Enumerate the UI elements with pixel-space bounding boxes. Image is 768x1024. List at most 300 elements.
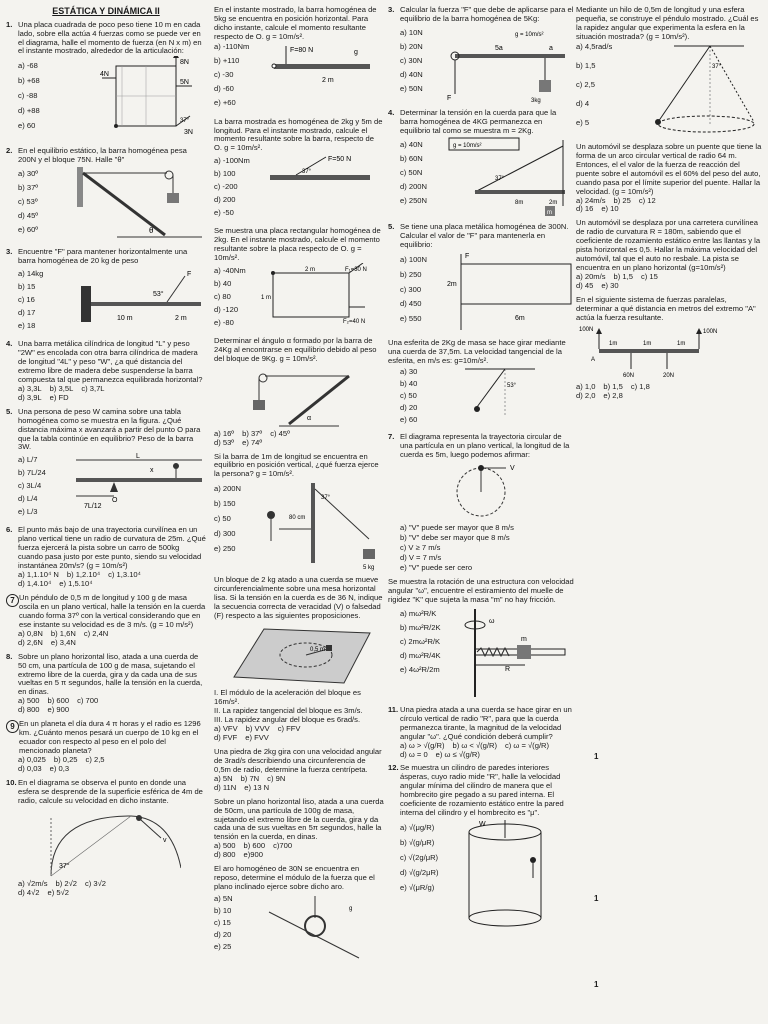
option-a: a) mω²R/K bbox=[400, 608, 437, 618]
option-a: a) 30 bbox=[400, 367, 418, 377]
fig-label: F=80 N bbox=[290, 46, 314, 54]
option-d: d) +88 bbox=[18, 106, 40, 116]
question bbox=[214, 865, 384, 962]
option-d: d) 45º bbox=[18, 211, 39, 221]
fig-label: 80 cm bbox=[289, 515, 306, 522]
option-a: a) 4,5rad/s bbox=[576, 41, 613, 51]
option-a: a) 40N bbox=[400, 139, 423, 149]
fig-label: F₂=40 N bbox=[343, 318, 366, 325]
option-a: a) 0,025 bbox=[18, 755, 46, 765]
option-e: e) "V" puede ser cero bbox=[400, 562, 473, 572]
question bbox=[576, 219, 762, 291]
option-a: a) 500 bbox=[214, 841, 236, 851]
option-a: a) 500 bbox=[18, 696, 40, 706]
option-b: b) 600 bbox=[243, 841, 266, 851]
circled-number: 9 bbox=[6, 720, 19, 733]
option-d: d) 0,03 bbox=[18, 764, 42, 774]
question-number: 4. bbox=[6, 339, 13, 348]
question-number: 10. bbox=[6, 777, 17, 787]
option-a: a) 200N bbox=[214, 484, 242, 494]
fig-label: v bbox=[163, 836, 167, 844]
question bbox=[214, 6, 384, 113]
metal-plate-diagram bbox=[445, 250, 574, 334]
option-a: a) 5N bbox=[214, 894, 233, 904]
question-text: Un bloque de 2 kg atado a una cuerda se mueve circunferencialmente sobre una mesa horizontal lisa. Si la tensión en la cuerda es de 36 N, indique la secuencia correcta de veracidad (V) o falsedad (F) respecto a las siguientes proposiciones. bbox=[214, 575, 383, 621]
question-text: Una piedra de 2kg gira con una velocidad angular de 3rad/s describiendo una circunferencia de 0,5m de radio, determine la fuerza centrípeta. bbox=[214, 746, 382, 774]
option-e: e) L/3 bbox=[18, 507, 38, 517]
option-a: a) 1,1.10⁴ N bbox=[18, 569, 59, 579]
question-number: 8. bbox=[6, 651, 13, 661]
side-mark: 1 bbox=[594, 752, 599, 761]
option-c: c) -88 bbox=[18, 91, 38, 101]
question-text: Se muestra un cilindro de paredes interiores ásperas, cuyo radio mide "R", halle la velocidad angular mínima del cilindro de manera que el hombrecito gire pegado a su pared interna. El coeficiente de rozamiento estático entre la pared interna del cilindro y el hombrecito es "μ". bbox=[400, 763, 564, 818]
option-b: b) 250 bbox=[400, 269, 422, 279]
bar-moment-diagram bbox=[266, 42, 376, 96]
option-b: b) VVV bbox=[245, 723, 270, 733]
rectangular-plate-diagram bbox=[259, 263, 381, 329]
option-a: a) ω > √(g/R) bbox=[400, 740, 445, 750]
fig-label: 53° bbox=[507, 383, 517, 390]
question-6 bbox=[6, 526, 206, 589]
question-text: En el equilibrio estático, la barra homogénea pesa 200N y el bloque 75N. Halle "θ" bbox=[18, 146, 187, 165]
question-text: Una piedra atada a una cuerda se hace girar en un círculo vertical de radio "R", para que la cuerda permanezca tirante, la magnitud de la velocidad angular "ω". ¿Qué condición deberá cumplir? bbox=[400, 704, 572, 741]
fig-label: L bbox=[136, 453, 141, 461]
question-3b bbox=[388, 6, 574, 104]
bar-force-diagram bbox=[266, 153, 376, 213]
option-e: e) 13 N bbox=[244, 782, 270, 792]
side-mark: 1 bbox=[594, 980, 599, 989]
option-a: a) √2m/s bbox=[18, 878, 48, 888]
question-text: En el diagrama se observa el punto en donde una esfera se desprende de la superficie esférica de 4m de radio, calcule su velocidad en dicho instante. bbox=[18, 777, 203, 805]
option-e: e) 10 bbox=[601, 204, 619, 214]
option-a: a) 5N bbox=[214, 773, 233, 783]
option-b: b) 10 bbox=[214, 906, 232, 916]
ring-incline-diagram bbox=[259, 892, 379, 962]
proposition: III. La rapidez angular del bloque es 6rad/s. bbox=[214, 714, 361, 724]
question bbox=[576, 143, 762, 215]
sphere-surface-diagram bbox=[31, 808, 181, 878]
column-4 bbox=[576, 6, 762, 406]
fig-label: 37° bbox=[180, 118, 190, 125]
option-c: c) 15 bbox=[640, 272, 658, 282]
question-5 bbox=[6, 408, 206, 522]
option-c: c) 45º bbox=[270, 428, 290, 438]
conical-pendulum-diagram bbox=[445, 365, 545, 425]
question bbox=[214, 453, 384, 572]
option-d: d) 16 bbox=[576, 204, 594, 214]
fig-label: 2 m bbox=[305, 266, 316, 273]
option-a: a) -110Nm bbox=[214, 41, 250, 51]
option-d: d) 800 bbox=[214, 850, 236, 860]
option-d: d) 2,6N bbox=[18, 637, 43, 647]
rotating-spring-diagram bbox=[445, 605, 574, 701]
vertical-circle-diagram bbox=[426, 462, 536, 522]
option-a: a) 20m/s bbox=[576, 272, 606, 282]
option-e: e) √(μR/g) bbox=[400, 882, 435, 892]
option-e: e) 3,4N bbox=[50, 637, 76, 647]
pulley-bar-diagram bbox=[229, 366, 369, 428]
fig-label: 8m bbox=[514, 199, 524, 206]
fig-label: 5N bbox=[180, 79, 189, 87]
option-b: b) +110 bbox=[214, 55, 240, 65]
proposition: I. El módulo de la aceleración del bloque es 16m/s². bbox=[214, 688, 361, 707]
option-e: e) FVV bbox=[245, 732, 269, 742]
question-text: Se muestra una placa rectangular homogénea de 2kg. En el instante mostrado, calcule el momento resultante sobre la placa respecto de O. g = 10m/s². bbox=[214, 226, 381, 263]
question-number: 7. bbox=[388, 432, 395, 442]
question-text: Se tiene una placa metálica homogénea de 300N. Calcular el valor de "F" para mantenerla en equilibrio: bbox=[400, 221, 569, 249]
option-d: d) L/4 bbox=[18, 494, 38, 504]
option-d: d) V = 7 m/s bbox=[400, 552, 442, 562]
column-1 bbox=[6, 6, 206, 903]
option-d: d) 20 bbox=[214, 930, 232, 939]
option-b: b) 150 bbox=[214, 499, 236, 509]
option-c: c) 80 bbox=[214, 291, 231, 301]
option-d: d) 4 bbox=[576, 98, 590, 108]
option-e: e) 1,5.10⁴ bbox=[59, 578, 93, 588]
question bbox=[388, 578, 574, 701]
option-b: b) 40 bbox=[214, 278, 232, 288]
option-b: b) ω < √(g/R) bbox=[452, 740, 497, 750]
page-title: ESTÁTICA Y DINÁMICA II bbox=[52, 6, 160, 16]
fig-label: 1 m bbox=[261, 294, 272, 301]
question-text: Determinar el ángulo α formado por la barra de 24Kg al encontrarse en equilibrio debido al peso del bloque de 9Kg. g = 10m/s². bbox=[214, 335, 377, 363]
option-d: d) 4√2 bbox=[18, 887, 40, 897]
fig-label: 100N bbox=[703, 328, 718, 335]
option-d: d) 45 bbox=[576, 281, 594, 291]
option-c: c) 15 bbox=[214, 918, 231, 928]
fig-label: 20N bbox=[663, 372, 675, 379]
option-e: e) 550 bbox=[400, 314, 422, 324]
option-e: e) 60 bbox=[400, 415, 418, 425]
fig-label: 37° bbox=[321, 495, 331, 502]
fig-label: x bbox=[150, 467, 154, 475]
fig-label: g bbox=[349, 906, 353, 913]
option-a: a) 30º bbox=[18, 169, 39, 179]
option-b: b) 60N bbox=[400, 153, 423, 163]
fig-label: 2m bbox=[446, 280, 457, 288]
fig-label: 53° bbox=[153, 291, 164, 299]
fig-label: g bbox=[354, 48, 358, 56]
option-e: e) ω ≤ √(g/R) bbox=[435, 749, 480, 759]
fig-label: R bbox=[504, 665, 510, 673]
question-text: Un automóvil se desplaza por una carretera curvilínea de radio de curvatura R = 180m, sabiendo que el coeficiente de rozamiento estático entre las llantas y la pista horizontal es 0,5. Hallar la máxima velocidad del automóvil, tal que el auto no resbale. La pista se encuentra en un plano horizontal (g=10m/s²) bbox=[576, 218, 761, 273]
question-text: Sobre un plano horizontal liso, atada a una cuerda de 50cm, una partícula de 100g de masa, sujetando el extremo libre de la cuerda, gira y da cada una de sus vueltas en 5π segundos, halle la tensión en la cuerda, en dinas. bbox=[214, 796, 384, 842]
column-2 bbox=[214, 6, 384, 967]
option-b: b) 2√2 bbox=[55, 878, 77, 888]
fig-label: F bbox=[446, 94, 452, 102]
option-c: c) ω = √(g/R) bbox=[505, 740, 550, 750]
option-a: a) 16º bbox=[214, 428, 235, 438]
option-b: b) 20N bbox=[400, 41, 423, 51]
option-c: c) 3L/4 bbox=[18, 481, 42, 491]
square-plate-diagram bbox=[88, 56, 198, 142]
option-c: c) √(2g/μR) bbox=[400, 853, 439, 863]
option-d: d) ω = 0 bbox=[400, 749, 428, 759]
question-text: Sobre un plano horizontal liso, atada a una cuerda de 50 cm, una partícula de 100 g de masa, sujetando el extremo libre de la cuerda, gira y da cada una de sus vueltas en 5 π segundos, halle la tensión en la cuerda, en dinas. bbox=[18, 651, 203, 697]
circular-table-diagram bbox=[224, 623, 374, 687]
option-c: c) 3√2 bbox=[84, 878, 107, 888]
proposition: II. La rapidez tangencial del bloque es 3m/s. bbox=[214, 706, 363, 716]
option-c: c) FFV bbox=[277, 723, 301, 733]
fig-label: 1m bbox=[677, 340, 686, 347]
option-c: c)700 bbox=[273, 841, 293, 851]
question-2 bbox=[6, 147, 206, 243]
fig-label: O bbox=[112, 497, 118, 505]
option-c: c) 1,3.10⁴ bbox=[108, 569, 141, 579]
fig-label: 37° bbox=[712, 63, 722, 70]
fig-label: 7L/12 bbox=[84, 503, 102, 511]
fig-label: 5 kg bbox=[363, 565, 375, 572]
fig-label: F bbox=[464, 252, 470, 260]
option-b: b) 100 bbox=[214, 169, 236, 179]
option-c: c) 700 bbox=[77, 696, 99, 706]
fig-label: 4N bbox=[100, 71, 109, 79]
option-d: d) 300 bbox=[214, 529, 236, 539]
fig-label: m bbox=[520, 635, 527, 643]
option-b: b) 1,5 bbox=[576, 60, 596, 70]
option-b: b) 37º bbox=[18, 183, 39, 193]
option-b: b) 25 bbox=[613, 195, 631, 205]
option-a: a) L/7 bbox=[18, 455, 38, 465]
option-d: d) 11N bbox=[214, 782, 237, 792]
option-b: b) √(g/μR) bbox=[400, 838, 435, 848]
question-text: La barra mostrada es homogénea de 2kg y 5m de longitud. Para el instante mostrado, calcule el momento resultante sobre la barra, respecto de O. g = 10m/s². bbox=[214, 116, 383, 153]
rotating-cylinder-diagram bbox=[445, 818, 565, 928]
question-number: 5. bbox=[388, 221, 395, 231]
fig-label: 6m bbox=[514, 314, 525, 322]
option-c: c) 2mω²R/K bbox=[400, 636, 441, 646]
horizontal-bar-diagram bbox=[77, 266, 206, 332]
question-number: 1. bbox=[6, 19, 13, 29]
option-d: d) -60 bbox=[214, 83, 234, 93]
option-a: a) -40Nm bbox=[214, 265, 246, 275]
option-b: b) 3,5L bbox=[49, 383, 74, 393]
option-c: c) 3,7L bbox=[81, 383, 105, 393]
option-e: e) 2,8 bbox=[603, 390, 623, 400]
parallel-forces-diagram bbox=[579, 325, 759, 381]
fig-label: 37° bbox=[494, 175, 504, 182]
option-e: e) 25 bbox=[214, 941, 232, 951]
question-1 bbox=[6, 21, 206, 143]
question-text: El diagrama representa la trayectoria circular de una partícula en un plano vertical, la longitud de la cuerda es 5m, luego podemos afirmar: bbox=[400, 432, 570, 460]
fig-label: 37° bbox=[302, 169, 312, 176]
fig-label: m bbox=[546, 209, 552, 216]
question-8 bbox=[6, 653, 206, 716]
question-text: En un planeta el día dura 4 π horas y el radio es 1296 km. ¿Cuánto menos pesará un cuerpo de 10 kg en el ecuador con respecto al peso en el polo del mencionado planeta? bbox=[19, 719, 201, 756]
option-b: b) 1,5 bbox=[603, 381, 623, 391]
option-b: b) +68 bbox=[18, 76, 40, 86]
option-d: d) 17 bbox=[18, 308, 36, 318]
column-3 bbox=[388, 6, 574, 933]
question-number: 6. bbox=[6, 525, 13, 535]
question-5b bbox=[388, 223, 574, 334]
question-text: Determinar la tensión en la cuerda para que la barra homogénea de 4KG permanezca en equilibrio tal como se muestra m = 2Kg. bbox=[400, 107, 557, 135]
option-a: a) -100Nm bbox=[214, 156, 250, 166]
option-b: b) 7N bbox=[240, 773, 260, 783]
question bbox=[214, 576, 384, 742]
option-e: e) 60 bbox=[18, 121, 36, 131]
question-text: Se muestra la rotación de una estructura con velocidad angular "ω", encuentre el estiramiento del muelle de rigidez "K" que sujeta la masa "m" no hay fricción. bbox=[388, 576, 574, 604]
option-c: c) 53º bbox=[18, 197, 38, 207]
option-e: e) 250N bbox=[400, 195, 428, 205]
option-c: c) 30N bbox=[400, 55, 423, 65]
option-e: e) 900 bbox=[47, 705, 70, 715]
option-c: c) -30 bbox=[214, 69, 234, 79]
option-c: c) 1,8 bbox=[630, 381, 650, 391]
question-7b bbox=[388, 433, 574, 573]
option-e: e) 30 bbox=[601, 281, 619, 291]
option-a: a) 3,3L bbox=[18, 383, 42, 393]
fig-label: 5a bbox=[494, 44, 503, 52]
question-text: Mediante un hilo de 0,5m de longitud y una esfera pequeña, se construye el péndulo mostrado. ¿Cuál es la rapidez angular que experimenta la esfera en la situación mostrada? (g = 10m/s²). bbox=[576, 5, 759, 41]
question-4 bbox=[6, 340, 206, 403]
question bbox=[214, 798, 384, 861]
side-mark: 1 bbox=[594, 894, 599, 903]
question-number: 12. bbox=[388, 763, 399, 773]
option-a: a) √(μg/R) bbox=[400, 823, 435, 833]
option-b: b) 7L/24 bbox=[18, 468, 46, 478]
question-7 bbox=[6, 594, 206, 648]
option-c: c) V ≥ 7 m/s bbox=[400, 543, 441, 553]
inclined-bar-diagram bbox=[77, 165, 206, 243]
option-c: c) 2,5 bbox=[576, 79, 595, 89]
rope-bar-tension-diagram bbox=[445, 136, 574, 218]
question-text: Calcular la fuerza "F" que debe de aplicarse para el equilibrio de la barra homogénea de 5Kg: bbox=[400, 5, 574, 23]
question-text: Una esferita de 2Kg de masa se hace girar mediante una cuerda de 37,5m. La velocidad tangencial de la esferita, en m/s es: g=10m/s². bbox=[388, 337, 566, 365]
option-c: c) 9N bbox=[267, 773, 286, 783]
plank-walker-diagram bbox=[72, 452, 206, 512]
question bbox=[576, 6, 762, 138]
option-d: d) 2,0 bbox=[576, 390, 596, 400]
option-e: e) 18 bbox=[18, 321, 36, 331]
fig-label: 8N bbox=[180, 59, 189, 67]
question-text: En el siguiente sistema de fuerzas paralelas, determinar a qué distancia en metros del extremo "A" actúa la fuerza resultante. bbox=[576, 295, 756, 322]
option-e: e) +60 bbox=[214, 97, 236, 107]
option-a: a) 14kg bbox=[18, 269, 44, 279]
option-d: d) 200 bbox=[214, 195, 236, 205]
fig-label: F=50 N bbox=[328, 156, 352, 164]
question-number: 11. bbox=[388, 704, 399, 714]
option-e: e) -80 bbox=[214, 317, 234, 327]
question-11 bbox=[388, 706, 574, 760]
question bbox=[214, 227, 384, 332]
option-a: a) 1,0 bbox=[576, 381, 596, 391]
option-d: d) √(g/2μR) bbox=[400, 868, 439, 878]
option-d: d) -120 bbox=[214, 304, 239, 314]
option-a: a) 100N bbox=[400, 254, 428, 264]
question-text: Un automóvil se desplaza sobre un puente que tiene la forma de un arco circular vertical de radio 64 m. Entonces, el el valor de la fuerza de reacción del puente sobre el automóvil es el 60% del peso del auto, cuando pasa por el límite superior del puente. Hallar la velocidad. (g = 10m/s²) bbox=[576, 141, 762, 196]
option-b: b) "V" debe ser mayor que 8 m/s bbox=[400, 533, 510, 543]
option-d: d) 20 bbox=[400, 403, 418, 413]
question-10 bbox=[6, 779, 206, 898]
option-b: b) 1,2.10⁴ bbox=[66, 569, 101, 579]
fig-label: 2 m bbox=[322, 76, 334, 84]
option-b: b) 37º bbox=[242, 428, 263, 438]
question-3 bbox=[6, 248, 206, 335]
question-9 bbox=[6, 720, 206, 774]
fig-label: 2 m bbox=[175, 315, 188, 323]
option-d: d) 200N bbox=[400, 181, 428, 191]
option-d: d) FVF bbox=[214, 732, 238, 742]
fig-label: 3kg bbox=[530, 97, 541, 104]
option-e: e) 0,3 bbox=[49, 764, 70, 774]
fig-label: 10 m bbox=[117, 315, 133, 323]
question-text: Una barra metálica cilíndrica de longitud "L" y peso "2W" es encolada con otra barra cilíndrica de madera de longitud "4L" y peso "W", ¿a qué distancia del extremo libre de madera debe suspenderse la barra compuesta tal que permanezca equilibrada horizontal? bbox=[18, 339, 203, 384]
question-text: El punto más bajo de una trayectoria curvilínea en un plano vertical tiene un radio de curvatura de 25m. ¿Qué fuerza ejercerá la pista sobre un carro de 500kg cuando pasa justo por este punto, siendo su velocidad instantánea 20m/s? (g = 10m/s²) bbox=[18, 525, 206, 571]
option-e: e) -50 bbox=[214, 208, 234, 218]
pendulum-cone-diagram bbox=[634, 42, 759, 138]
question-number: 4. bbox=[388, 107, 395, 117]
option-d: d) mω²R/4K bbox=[400, 650, 441, 660]
option-a: a) VFV bbox=[214, 723, 238, 733]
fig-label: V bbox=[510, 465, 515, 473]
option-c: c) 12 bbox=[638, 195, 656, 205]
option-d: d) 800 bbox=[18, 705, 40, 715]
option-d: d) 450 bbox=[400, 299, 422, 309]
option-e: e) 5 bbox=[576, 117, 590, 127]
option-c: c) 2,4N bbox=[83, 628, 109, 638]
option-a: a) "V" puede ser mayor que 8 m/s bbox=[400, 523, 514, 533]
pulley-bar-force-diagram bbox=[445, 24, 574, 104]
option-c: c) 16 bbox=[18, 295, 35, 305]
question-text: En el instante mostrado, la barra homogénea de 5kg se encuentra en posición horizontal. Para dicho instante, calcule el momento resultante respecto de O. g = 10m/s². bbox=[214, 5, 377, 41]
option-d: d) 3,9L bbox=[18, 392, 42, 402]
option-e: e) 50N bbox=[400, 83, 423, 93]
fig-label: 2m bbox=[548, 199, 558, 206]
option-d: d) 40N bbox=[400, 69, 423, 79]
option-c: c) -200 bbox=[214, 182, 238, 192]
fig-label: θ bbox=[149, 226, 154, 236]
fig-label: 3N bbox=[184, 129, 193, 137]
option-c: c) 2,5 bbox=[85, 755, 105, 765]
question-text: Si la barra de 1m de longitud se encuentra en equilibrio en posición vertical, ¿qué fuerza ejerce la persona? g = 10m/s². bbox=[214, 451, 379, 479]
fig-label: 100N bbox=[579, 326, 594, 333]
question bbox=[214, 748, 384, 793]
fig-label: g = 10m/s² bbox=[514, 31, 544, 38]
fig-label: 1m bbox=[643, 340, 652, 347]
fig-label: A bbox=[591, 356, 596, 363]
fig-label: 0,5 m bbox=[310, 647, 326, 654]
fig-label: F bbox=[187, 271, 192, 279]
fig-label: ω bbox=[488, 617, 495, 625]
option-a: a) 0,8N bbox=[18, 628, 43, 638]
option-b: b) 0,25 bbox=[53, 755, 78, 765]
fig-label: a bbox=[548, 44, 553, 52]
fig-label: W bbox=[479, 821, 486, 829]
option-e: e) 250 bbox=[214, 544, 236, 554]
option-a: a) 10N bbox=[400, 27, 423, 37]
option-b: b) mω²R/2K bbox=[400, 622, 441, 632]
option-e: e) FD bbox=[49, 392, 69, 402]
circled-number: 7 bbox=[6, 594, 19, 607]
option-e: e)900 bbox=[243, 850, 263, 860]
option-e: e) 5√2 bbox=[47, 887, 69, 897]
question-text: Una placa cuadrada de poco peso tiene 10 m en cada lado, sobre ella actúa 4 fuerzas como se puede ver en el diagrama, halle el momento de fuerza (en N x m) en el instante mostrado, alrededor de la articulación: bbox=[18, 19, 202, 56]
option-c: c) 300 bbox=[400, 284, 422, 294]
question-number: 5. bbox=[6, 406, 13, 416]
option-b: b) 1,5 bbox=[613, 272, 633, 282]
fig-label: α bbox=[307, 414, 312, 422]
option-c: c) 50 bbox=[400, 391, 417, 401]
vertical-bar-person-diagram bbox=[259, 479, 381, 571]
option-a: a) 24m/s bbox=[576, 195, 606, 205]
question bbox=[388, 339, 574, 429]
fig-label: 60N bbox=[623, 372, 635, 379]
question-number: 2. bbox=[6, 146, 13, 156]
option-b: b) 15 bbox=[18, 282, 36, 292]
question bbox=[576, 296, 762, 401]
option-d: d) 53º bbox=[214, 437, 235, 447]
